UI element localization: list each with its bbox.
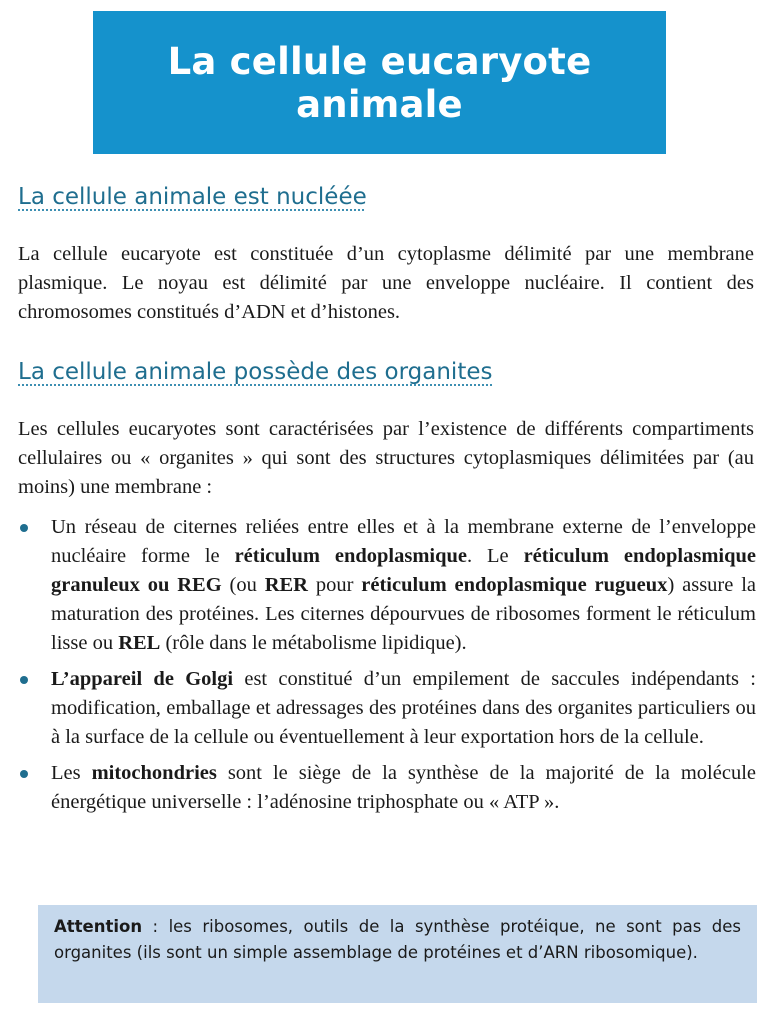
item-term: mitochondries bbox=[91, 762, 217, 784]
section-heading-nucleus: La cellule animale est nucléée bbox=[18, 184, 367, 210]
item-text: pour bbox=[307, 574, 362, 596]
nucleus-paragraph: La cellule eucaryote est constituée d’un cytoplasme délimité par une membrane plasmique. Le noyau est délimité par une enveloppe nucléaire. Il contient des chromosomes constitués d’ADN et d’histones. bbox=[18, 243, 754, 323]
item-term: réticulum endoplasmique granuleux ou REG bbox=[51, 545, 757, 596]
item-text: Un réseau de citernes reliées entre elles et à la membrane externe de l’enveloppe nucléaire forme le bbox=[51, 516, 756, 567]
bullet-icon bbox=[20, 770, 28, 778]
title-line-2: animale bbox=[296, 82, 463, 126]
item-term: réticulum endoplasmique bbox=[234, 545, 468, 567]
callout-label: Attention bbox=[54, 917, 143, 936]
section-heading-organelles: La cellule animale possède des organites bbox=[18, 359, 493, 385]
organelles-intro: Les cellules eucaryotes sont caractérisées par l’existence de différents compartiments cellulaires ou « organites » qui sont des structures cytoplasmiques délimitées par (au moins) une membrane : bbox=[18, 418, 754, 498]
item-term: réticulum endoplasmique rugueux bbox=[361, 574, 668, 596]
bullet-icon bbox=[20, 524, 28, 532]
item-text: . Le bbox=[467, 545, 524, 567]
title-banner bbox=[93, 11, 666, 154]
list-item-golgi bbox=[18, 665, 756, 752]
page-title bbox=[168, 40, 592, 126]
callout-text: : les ribosomes, outils de la synthèse protéique, ne sont pas des organites (ils sont un simple assemblage de protéines et d’ARN ribosomique). bbox=[54, 917, 741, 962]
attention-callout bbox=[38, 905, 757, 1003]
item-term: RER bbox=[264, 574, 308, 596]
item-text: ) assure la maturation des protéines. Les citernes dépourvues de ribosomes forment le réticulum lisse ou bbox=[51, 574, 757, 654]
item-text: est constitué d’un empilement de saccules indépendants : modification, emballage et adressages des protéines dans des organites particuliers ou à la surface de la cellule ou éventuellement à leur exportation hors de la cellule. bbox=[51, 668, 756, 748]
item-term: L’appareil de Golgi bbox=[51, 668, 234, 690]
item-term: REL bbox=[118, 632, 161, 654]
item-text: (ou bbox=[221, 574, 265, 596]
item-text: (rôle dans le métabolisme lipidique). bbox=[160, 632, 467, 654]
title-line-1: La cellule eucaryote bbox=[167, 39, 592, 83]
list-item-reticulum bbox=[18, 513, 756, 658]
item-text: Les bbox=[51, 762, 92, 784]
item-text: sont le siège de la synthèse de la majorité de la molécule énergétique universelle : l’adénosine triphosphate ou « ATP ». bbox=[51, 762, 756, 813]
bullet-icon bbox=[20, 676, 28, 684]
organelles-list bbox=[18, 513, 756, 824]
list-item-mitochondria bbox=[18, 759, 756, 817]
